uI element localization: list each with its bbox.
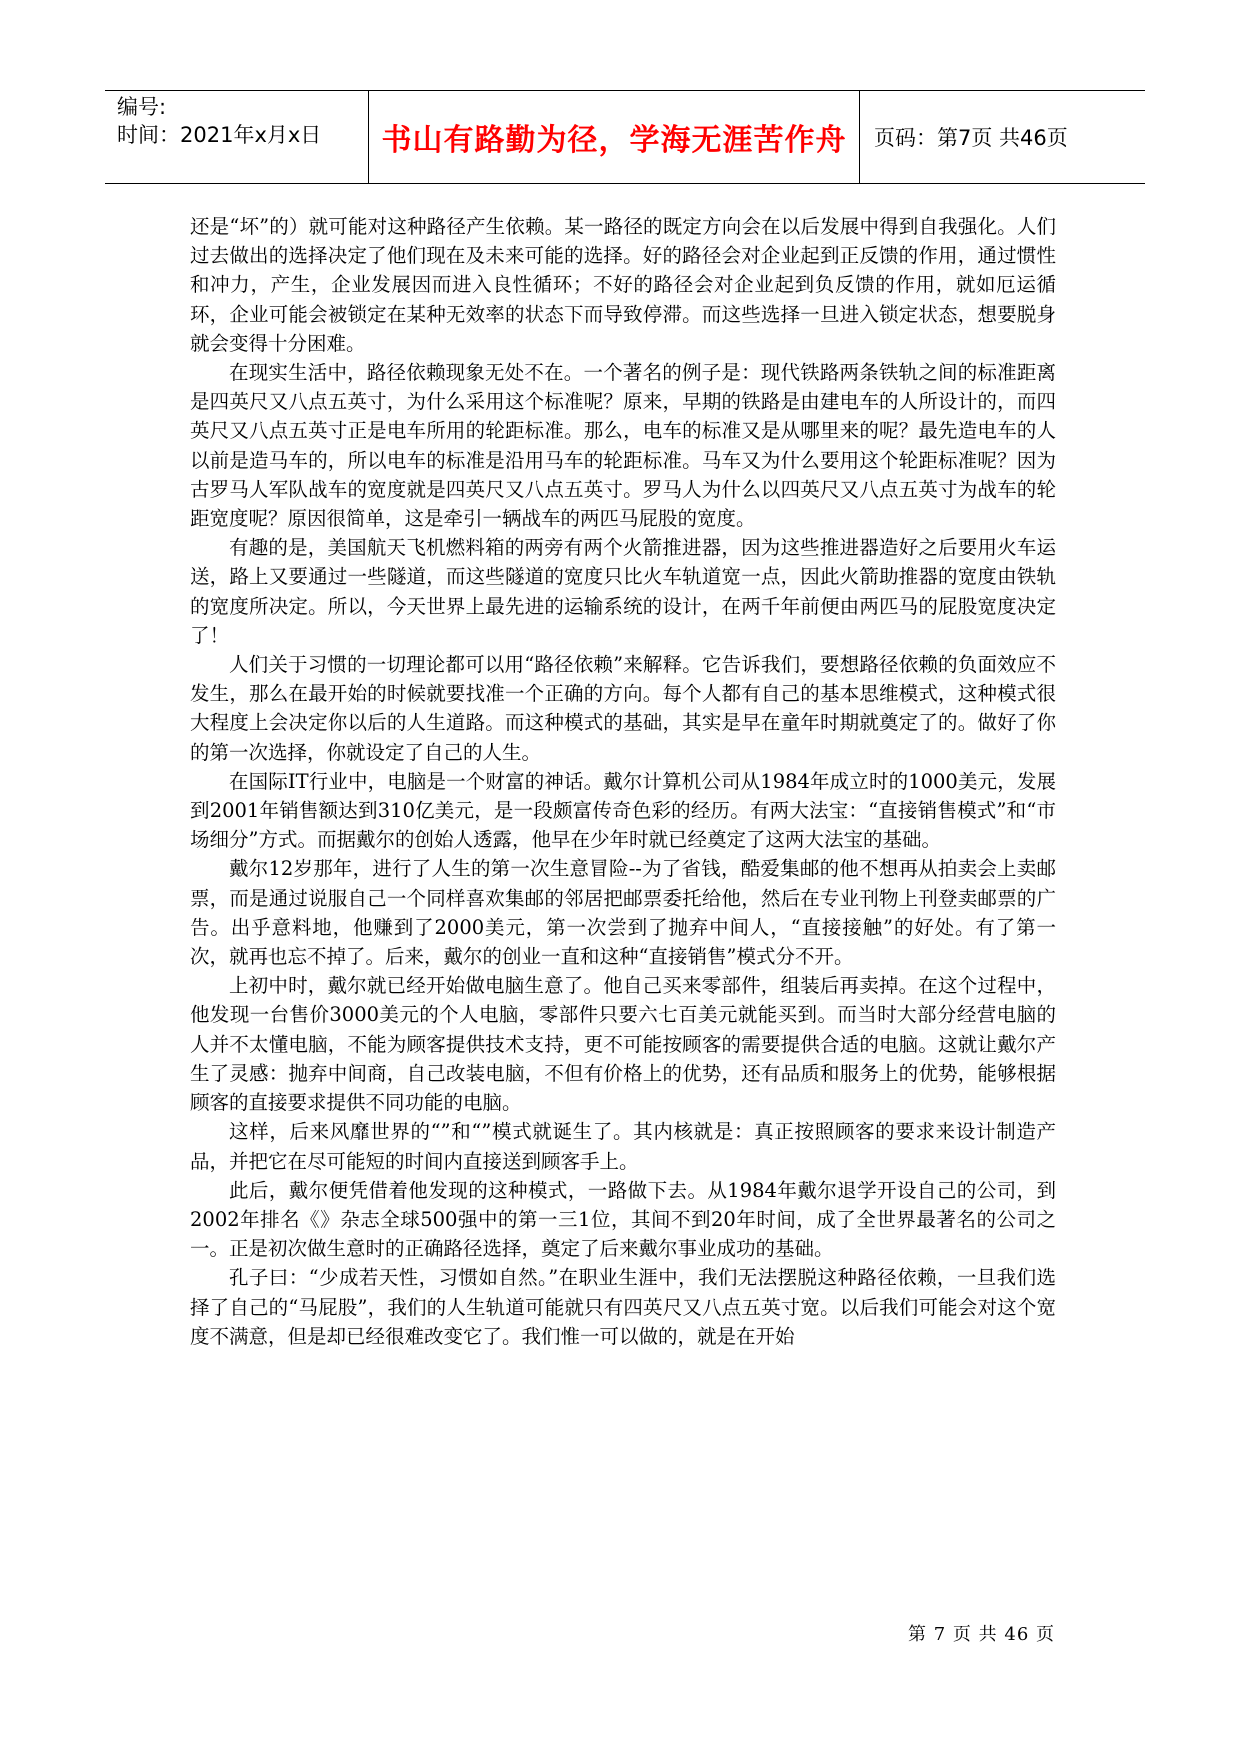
page-header [105,90,1145,184]
header-meta [105,91,369,183]
paragraph: 在国际IT行业中，电脑是一个财富的神话。戴尔计算机公司从1984年成立时的1000美元，发展到2001年销售额达到310亿美元，是一段颇富传奇色彩的经历。有两大法宝：“直接销售模式”和“市场细分”方式。而据戴尔的创始人透露，他早在少年时就已经奠定了这两大法宝的基础。 [190,769,1056,852]
header-motto-cell [369,91,860,183]
document-time-label: 时间：2021年x月x日 [117,123,322,147]
paragraph: 还是“坏”的）就可能对这种路径产生依赖。某一路径的既定方向会在以后发展中得到自我强化。人们过去做出的选择决定了他们现在及未来可能的选择。好的路径会对企业起到正反馈的作用，通过惯性和冲力，产生，企业发展因而进入良性循环；不好的路径会对企业起到负反馈的作用，就如厄运循环，企业可能会被锁定在某种无效率的状态下而导致停滞。而这些选择一旦进入锁定状态，想要脱身就会变得十分困难。 [190,215,1056,355]
document-number-label: 编号: [117,95,167,119]
header-page-cell [860,91,1145,183]
paragraph: 上初中时，戴尔就已经开始做电脑生意了。他自己买来零部件，组装后再卖掉。在这个过程中，他发现一台售价3000美元的个人电脑，零部件只要六七百美元就能买到。而当时大部分经营电脑的人并不太懂电脑，不能为顾客提供技术支持，更不可能按顾客的需要提供合适的电脑。这就让戴尔产生了灵感：抛弃中间商，自己改装电脑，不但有价格上的优势，还有品质和服务上的优势，能够根据顾客的直接要求提供不同功能的电脑。 [190,974,1056,1115]
paragraph: 在现实生活中，路径依赖现象无处不在。一个著名的例子是：现代铁路两条铁轨之间的标准距离是四英尺又八点五英寸，为什么采用这个标准呢？原来，早期的铁路是由建电车的人所设计的，而四英尺又八点五英寸正是电车所用的轮距标准。那么，电车的标准又是从哪里来的呢？最先造电车的人以前是造马车的，所以电车的标准是沿用马车的轮距标准。马车又为什么要用这个轮距标准呢？因为古罗马人军队战车的宽度就是四英尺又八点五英寸。罗马人为什么以四英尺又八点五英寸为战车的轮距宽度呢？原因很简单，这是牵引一辆战车的两匹马屁股的宽度。 [190,361,1056,531]
paragraph: 此后，戴尔便凭借着他发现的这种模式，一路做下去。从1984年戴尔退学开设自己的公司，到2002年排名《》杂志全球500强中的第一三1位，其间不到20年时间，成了全世界最著名的公司之一。正是初次做生意时的正确路径选择，奠定了后来戴尔事业成功的基础。 [190,1178,1056,1261]
header-page-number: 页码：第7页 共46页 [874,126,1068,150]
page-footer: 第 7 页 共 46 页 [908,1624,1055,1645]
paragraph: 这样，后来风靡世界的“”和“”模式就诞生了。其内核就是：真正按照顾客的要求来设计制造产品，并把它在尽可能短的时间内直接送到顾客手上。 [190,1120,1056,1173]
paragraph: 孔子曰：“少成若天性，习惯如自然。”在职业生涯中，我们无法摆脱这种路径依赖，一旦我们选择了自己的“马屁股”，我们的人生轨道可能就只有四英尺又八点五英寸宽。以后我们可能会对这个宽度不满意，但是却已经很难改变它了。我们惟一可以做的，就是在开始 [190,1266,1056,1348]
paragraph: 有趣的是，美国航天飞机燃料箱的两旁有两个火箭推进器，因为这些推进器造好之后要用火车运送，路上又要通过一些隧道，而这些隧道的宽度只比火车轨道宽一点，因此火箭助推器的宽度由铁轨的宽度所决定。所以，今天世界上最先进的运输系统的设计，在两千年前便由两匹马的屁股宽度决定了！ [190,536,1056,647]
paragraph: 戴尔12岁那年，进行了人生的第一次生意冒险--为了省钱，酷爱集邮的他不想再从拍卖会上卖邮票，而是通过说服自己一个同样喜欢集邮的邻居把邮票委托给他，然后在专业刊物上刊登卖邮票的广告。出乎意料地，他赚到了2000美元，第一次尝到了抛弃中间人，“直接接触”的好处。有了第一次，就再也忘不掉了。后来，戴尔的创业一直和这种“直接销售”模式分不开。 [190,857,1056,969]
document-body [190,212,1056,1351]
paragraph: 人们关于习惯的一切理论都可以用“路径依赖”来解释。它告诉我们，要想路径依赖的负面效应不发生，那么在最开始的时候就要找准一个正确的方向。每个人都有自己的基本思维模式，这种模式很大程度上会决定你以后的人生道路。而这种模式的基础，其实是早在童年时期就奠定了的。做好了你的第一次选择，你就设定了自己的人生。 [190,653,1056,764]
header-motto: 书山有路勤为径，学海无涯苦作舟 [381,123,847,158]
